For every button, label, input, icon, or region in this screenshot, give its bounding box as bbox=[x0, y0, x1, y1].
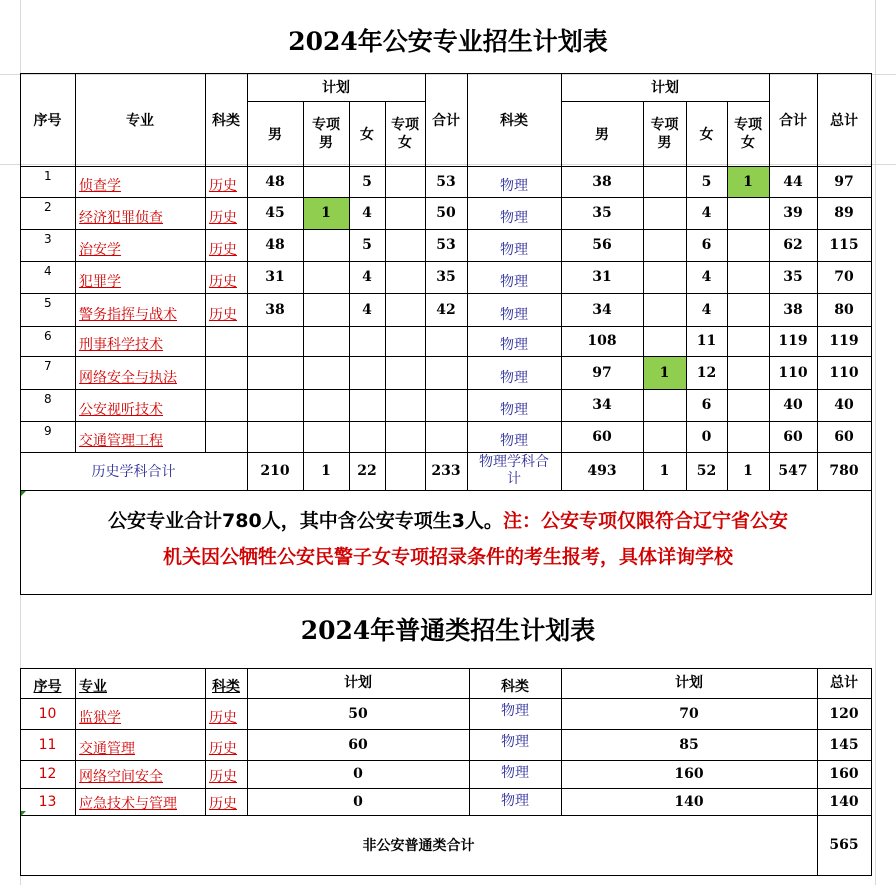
general-header-category-physics: 科类 bbox=[501, 679, 529, 695]
physics-m: 31 bbox=[592, 269, 612, 285]
header-subtotal-physics: 合计 bbox=[779, 112, 807, 129]
header-female: 女 bbox=[699, 126, 714, 143]
major-name: 刑事科学技术 bbox=[79, 337, 163, 353]
physics-m: 35 bbox=[592, 205, 612, 221]
history-total-f: 22 bbox=[357, 463, 377, 479]
physics-sum: 39 bbox=[783, 205, 803, 221]
major-name: 交通管理工程 bbox=[79, 433, 163, 449]
general-row-total: 145 bbox=[829, 736, 859, 753]
grid-line bbox=[686, 101, 687, 491]
physics-m: 60 bbox=[592, 428, 612, 445]
history-spf bbox=[385, 356, 425, 389]
general-header-category: 科类 bbox=[212, 679, 240, 695]
history-f: 5 bbox=[362, 237, 372, 253]
physics-spf: 1 bbox=[727, 166, 769, 197]
general-row-total: 140 bbox=[829, 793, 859, 810]
history-sum: 50 bbox=[436, 205, 456, 221]
physics-total-spf: 1 bbox=[743, 463, 753, 479]
major-name: 经济犯罪侦查 bbox=[79, 210, 163, 226]
physics-sum: 62 bbox=[783, 237, 803, 253]
row-total: 97 bbox=[834, 173, 854, 190]
physics-m: 108 bbox=[587, 333, 617, 349]
physics-m: 38 bbox=[592, 173, 612, 190]
physics-f: 4 bbox=[701, 205, 712, 221]
physics-m: 56 bbox=[592, 237, 612, 253]
physics-f: 6 bbox=[701, 237, 712, 253]
grid-line bbox=[20, 293, 872, 294]
header-special-female: 专项女 bbox=[734, 116, 762, 151]
physics-f: 4 bbox=[701, 301, 712, 318]
grid-line bbox=[75, 73, 76, 453]
grid-line bbox=[469, 668, 470, 816]
general-total-value: 565 bbox=[829, 837, 859, 853]
history-total-spm: 1 bbox=[321, 463, 331, 479]
physics-spf bbox=[727, 229, 769, 261]
general-header-plan: 计划 bbox=[344, 675, 372, 691]
general-history-plan: 50 bbox=[348, 705, 368, 722]
category-physics: 物理 bbox=[500, 242, 528, 258]
general-category-physics: 物理 bbox=[501, 793, 529, 809]
grid-line bbox=[643, 101, 644, 491]
history-f: 4 bbox=[362, 301, 372, 318]
history-spf bbox=[385, 229, 425, 261]
row-total: 115 bbox=[829, 237, 859, 253]
police-table-title: 2024年公安专业招生计划表 bbox=[288, 27, 608, 56]
category-history: 历史 bbox=[209, 242, 237, 258]
grid-line bbox=[20, 452, 872, 453]
category-history: 历史 bbox=[209, 178, 237, 194]
general-history-plan: 60 bbox=[348, 736, 368, 753]
physics-spm bbox=[643, 229, 686, 261]
history-m: 38 bbox=[265, 301, 285, 318]
physics-total-m: 493 bbox=[587, 463, 617, 479]
header-female: 女 bbox=[360, 126, 374, 143]
history-total-m: 210 bbox=[260, 463, 290, 479]
history-spm bbox=[303, 326, 349, 356]
grid-line bbox=[20, 229, 872, 230]
history-spm bbox=[303, 293, 349, 326]
physics-spf bbox=[727, 197, 769, 229]
row-total: 119 bbox=[829, 333, 859, 349]
general-row-number: 11 bbox=[38, 736, 57, 753]
history-f: 5 bbox=[362, 173, 372, 190]
physics-spf bbox=[727, 421, 769, 452]
history-f: 4 bbox=[362, 269, 372, 285]
history-sum: 53 bbox=[436, 173, 456, 190]
general-major-name: 应急技术与管理 bbox=[79, 796, 177, 812]
history-spf bbox=[385, 166, 425, 197]
note-warning-line2: 机关因公牺牲公安民警子女专项招录条件的考生报考，具体详询学校 bbox=[162, 546, 733, 568]
history-spm bbox=[303, 261, 349, 293]
history-f: 4 bbox=[362, 205, 372, 221]
grid-line bbox=[205, 668, 206, 816]
general-header-seq: 序号 bbox=[33, 679, 62, 695]
category-physics: 物理 bbox=[500, 210, 528, 226]
major-name: 治安学 bbox=[79, 242, 121, 258]
general-category-physics: 物理 bbox=[501, 765, 529, 781]
general-physics-plan: 160 bbox=[674, 766, 704, 782]
grid-line bbox=[303, 101, 304, 491]
header-special-male: 专项男 bbox=[312, 116, 340, 151]
physics-sum: 44 bbox=[783, 173, 803, 190]
history-total-spf bbox=[385, 452, 425, 490]
grid-line bbox=[20, 698, 872, 699]
general-physics-plan: 140 bbox=[674, 793, 704, 810]
row-number: 7 bbox=[44, 359, 52, 373]
history-spm: 1 bbox=[303, 197, 349, 229]
physics-f: 4 bbox=[701, 269, 712, 285]
physics-spm bbox=[643, 293, 686, 326]
general-physics-plan: 70 bbox=[679, 705, 699, 722]
category-physics: 物理 bbox=[500, 337, 528, 353]
physics-spf bbox=[727, 261, 769, 293]
physics-sum: 40 bbox=[783, 397, 803, 413]
physics-sum: 110 bbox=[778, 364, 808, 381]
history-spm bbox=[303, 356, 349, 389]
general-category-history: 历史 bbox=[209, 741, 237, 757]
physics-spf bbox=[727, 293, 769, 326]
history-spm bbox=[303, 166, 349, 197]
history-m bbox=[247, 356, 303, 389]
history-sum bbox=[425, 389, 467, 421]
category-history bbox=[205, 421, 247, 452]
physics-sum: 35 bbox=[783, 269, 803, 285]
grid-line bbox=[205, 73, 206, 453]
grid-line bbox=[20, 788, 872, 789]
category-physics: 物理 bbox=[500, 274, 528, 290]
general-major-name: 交通管理 bbox=[79, 741, 135, 757]
note-text bbox=[20, 503, 876, 575]
category-history bbox=[205, 326, 247, 356]
general-total-label: 非公安普通类合计 bbox=[362, 838, 475, 854]
general-row-number: 10 bbox=[38, 705, 57, 722]
row-total: 80 bbox=[834, 301, 854, 318]
general-header-plan-physics: 计划 bbox=[675, 675, 703, 691]
history-sum bbox=[425, 326, 467, 356]
history-sum: 35 bbox=[436, 269, 456, 285]
general-row-number: 12 bbox=[38, 766, 57, 782]
general-category-history: 历史 bbox=[209, 796, 237, 812]
physics-f: 11 bbox=[696, 333, 717, 349]
general-major-name: 监狱学 bbox=[79, 710, 121, 726]
history-m bbox=[247, 326, 303, 356]
physics-m: 34 bbox=[592, 301, 612, 318]
grid-line bbox=[871, 668, 872, 876]
header-plan-history: 计划 bbox=[322, 80, 350, 96]
physics-f: 5 bbox=[701, 173, 712, 190]
major-name: 公安视听技术 bbox=[79, 402, 163, 418]
category-physics: 物理 bbox=[500, 178, 528, 194]
note-summary: 公安专业合计780人，其中含公安专项生3人。 bbox=[108, 510, 503, 532]
grand-total: 780 bbox=[829, 463, 859, 479]
row-number: 5 bbox=[44, 296, 52, 310]
major-name: 犯罪学 bbox=[79, 274, 121, 290]
physics-sum: 119 bbox=[778, 333, 808, 349]
category-physics: 物理 bbox=[500, 402, 528, 418]
history-spf bbox=[385, 261, 425, 293]
grid-line bbox=[20, 815, 872, 816]
physics-total-f: 52 bbox=[696, 463, 717, 479]
row-number: 6 bbox=[44, 329, 52, 343]
header-major: 专业 bbox=[126, 112, 154, 129]
major-name: 侦查学 bbox=[79, 178, 121, 194]
physics-f: 12 bbox=[696, 364, 717, 381]
history-f bbox=[349, 421, 385, 452]
note-warning-line1: 注：公安专项仅限符合辽宁省公安 bbox=[502, 510, 788, 532]
physics-spm bbox=[643, 389, 686, 421]
physics-spm bbox=[643, 421, 686, 452]
grid-line bbox=[20, 760, 872, 761]
category-history bbox=[205, 389, 247, 421]
physics-sum: 60 bbox=[783, 428, 803, 445]
grid-line bbox=[817, 73, 818, 491]
grid-line bbox=[20, 729, 872, 730]
history-total-sum: 233 bbox=[431, 463, 461, 479]
general-row-number: 13 bbox=[38, 793, 57, 810]
grid-line bbox=[247, 668, 248, 816]
history-m: 48 bbox=[265, 173, 285, 190]
grid-line bbox=[20, 490, 21, 595]
physics-spf bbox=[727, 356, 769, 389]
row-number: 8 bbox=[44, 392, 52, 406]
header-category-history: 科类 bbox=[212, 112, 240, 129]
category-history: 历史 bbox=[209, 307, 237, 323]
row-total: 60 bbox=[834, 428, 854, 445]
history-spm bbox=[303, 229, 349, 261]
general-category-history: 历史 bbox=[209, 710, 237, 726]
general-category-physics: 物理 bbox=[501, 703, 529, 719]
grid-line bbox=[561, 73, 562, 491]
major-name: 网络安全与执法 bbox=[79, 370, 177, 386]
history-f bbox=[349, 389, 385, 421]
physics-sum: 38 bbox=[783, 301, 803, 318]
category-history: 历史 bbox=[209, 274, 237, 290]
grid-line bbox=[425, 73, 426, 491]
header-male: 男 bbox=[268, 126, 282, 143]
physics-m: 97 bbox=[592, 364, 612, 381]
general-major-name: 网络空间安全 bbox=[79, 769, 163, 785]
physics-spm bbox=[643, 261, 686, 293]
grid-line bbox=[20, 73, 872, 74]
general-table-title: 2024年普通类招生计划表 bbox=[300, 616, 596, 645]
grid-line bbox=[20, 594, 872, 595]
grid-line bbox=[20, 875, 872, 876]
grid-line bbox=[20, 421, 872, 422]
history-sum bbox=[425, 356, 467, 389]
grid-line bbox=[727, 101, 728, 491]
history-sum: 42 bbox=[436, 301, 456, 318]
history-sum bbox=[425, 421, 467, 452]
physics-f: 0 bbox=[701, 428, 712, 445]
grid-line bbox=[467, 73, 468, 491]
history-m bbox=[247, 421, 303, 452]
grid-line bbox=[20, 356, 872, 357]
general-history-plan: 0 bbox=[353, 793, 363, 810]
grid-line bbox=[871, 490, 872, 595]
category-physics: 物理 bbox=[500, 370, 528, 386]
physics-spm bbox=[643, 197, 686, 229]
header-special-male: 专项男 bbox=[650, 116, 679, 151]
header-special-female: 专项女 bbox=[391, 116, 419, 151]
row-total: 89 bbox=[834, 205, 854, 221]
grid-line bbox=[871, 73, 872, 491]
grid-line bbox=[817, 668, 818, 876]
general-category-history: 历史 bbox=[209, 769, 237, 785]
physics-spm bbox=[643, 326, 686, 356]
physics-total-spm: 1 bbox=[659, 463, 670, 479]
grid-line bbox=[20, 490, 872, 491]
grid-line bbox=[875, 0, 876, 885]
category-physics: 物理 bbox=[500, 433, 528, 449]
row-total: 70 bbox=[834, 269, 854, 285]
history-spf bbox=[385, 197, 425, 229]
header-plan-physics: 计划 bbox=[651, 80, 679, 96]
history-spf bbox=[385, 421, 425, 452]
general-header-total: 总计 bbox=[830, 675, 858, 691]
cell-comment-marker bbox=[21, 811, 26, 816]
row-number: 2 bbox=[44, 200, 52, 214]
history-m bbox=[247, 389, 303, 421]
row-number: 9 bbox=[44, 424, 52, 438]
history-spf bbox=[385, 293, 425, 326]
grid-line bbox=[20, 326, 872, 327]
row-number: 3 bbox=[44, 232, 52, 246]
history-spm bbox=[303, 421, 349, 452]
grid-line bbox=[561, 668, 562, 816]
physics-spf bbox=[727, 389, 769, 421]
grid-line bbox=[20, 73, 21, 491]
general-row-total: 160 bbox=[829, 766, 859, 782]
history-m: 45 bbox=[265, 205, 285, 221]
history-subject-total-label: 历史学科合计 bbox=[91, 464, 176, 480]
history-f bbox=[349, 326, 385, 356]
history-m: 31 bbox=[265, 269, 285, 285]
cell-comment-marker bbox=[21, 491, 26, 496]
major-name: 警务指挥与战术 bbox=[79, 307, 177, 323]
history-sum: 53 bbox=[436, 237, 456, 253]
grid-line bbox=[385, 101, 386, 491]
grid-line bbox=[561, 101, 770, 102]
row-total: 110 bbox=[829, 364, 859, 381]
header-category-physics: 科类 bbox=[500, 112, 528, 129]
category-history: 历史 bbox=[209, 210, 237, 226]
row-number: 1 bbox=[44, 169, 52, 183]
history-spm bbox=[303, 389, 349, 421]
general-header-major: 专业 bbox=[79, 679, 107, 695]
category-physics: 物理 bbox=[500, 307, 528, 323]
row-number: 4 bbox=[44, 264, 52, 278]
grid-line bbox=[769, 73, 770, 491]
history-f bbox=[349, 356, 385, 389]
grid-line bbox=[349, 101, 350, 491]
grid-line bbox=[247, 73, 248, 491]
history-spf bbox=[385, 389, 425, 421]
physics-total-sum: 547 bbox=[778, 463, 808, 479]
physics-f: 6 bbox=[701, 397, 712, 413]
header-seq: 序号 bbox=[33, 112, 62, 129]
physics-spm bbox=[643, 166, 686, 197]
physics-m: 34 bbox=[592, 397, 612, 413]
grid-line bbox=[247, 101, 426, 102]
general-row-total: 120 bbox=[829, 705, 859, 722]
physics-subject-total-label: 物理学科合计 bbox=[479, 454, 549, 487]
grid-line bbox=[75, 668, 76, 816]
header-subtotal-history: 合计 bbox=[432, 112, 460, 129]
general-history-plan: 0 bbox=[353, 766, 363, 782]
grid-line bbox=[20, 197, 872, 198]
row-total: 40 bbox=[834, 397, 854, 413]
header-total: 总计 bbox=[830, 112, 858, 129]
history-spf bbox=[385, 326, 425, 356]
physics-spf bbox=[727, 326, 769, 356]
general-physics-plan: 85 bbox=[679, 736, 699, 753]
grid-line bbox=[20, 389, 872, 390]
general-category-physics: 物理 bbox=[501, 734, 529, 750]
grid-line bbox=[20, 668, 21, 876]
physics-spm: 1 bbox=[643, 356, 686, 389]
grid-line bbox=[20, 261, 872, 262]
category-history bbox=[205, 356, 247, 389]
history-m: 48 bbox=[265, 237, 285, 253]
header-male: 男 bbox=[595, 126, 609, 143]
grid-line bbox=[20, 166, 872, 167]
